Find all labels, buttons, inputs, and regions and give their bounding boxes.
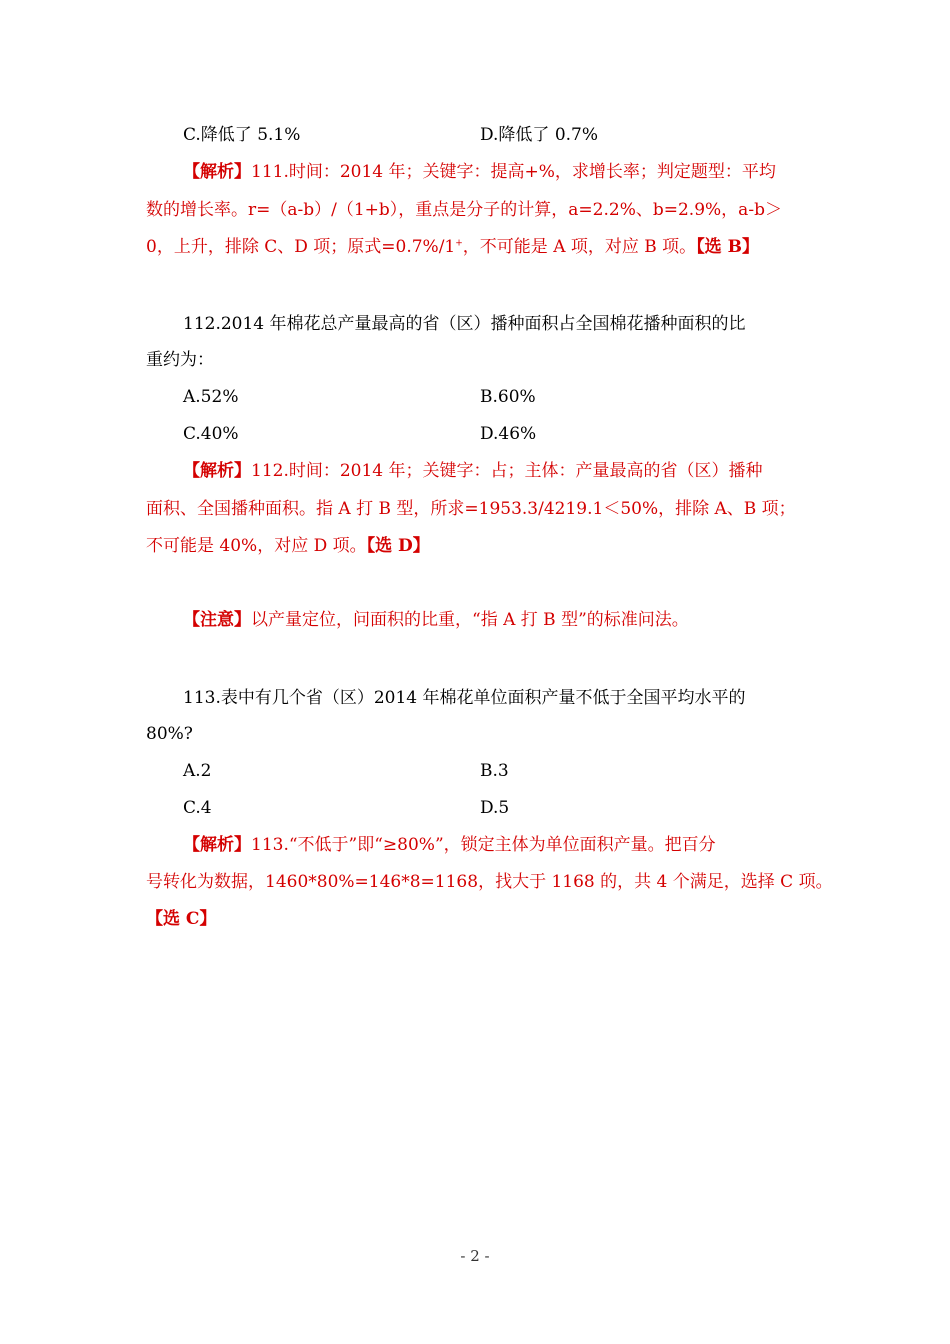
answer-tag: 【选 C】 [146, 909, 217, 929]
analysis-text: ，不可能是 A 项，对应 B 项。 [462, 237, 697, 257]
analysis-113-line1 [183, 830, 716, 860]
analysis-111-line2: 数的增长率。r=（a-b）/（1+b），重点是分子的计算，a=2.2%、b=2.9%，a-b＞ [146, 200, 782, 220]
question-113-line1: 113.表中有几个省（区）2014 年棉花单位面积产量不低于全国平均水平的 [183, 688, 746, 708]
analysis-113-line2: 号转化为数据，1460*80%=146*8=1168，找大于 1168 的，共 4 个满足，选择 C 项。 [146, 872, 833, 892]
note-tag: 【注意】 [183, 610, 251, 630]
analysis-tag: 【解析】 [183, 162, 251, 182]
analysis-text: 不可能是 40%，对应 D 项。 [146, 536, 367, 556]
analysis-113-line3 [146, 904, 216, 934]
option-a: A.2 [183, 761, 212, 781]
option-a: A.52% [183, 387, 239, 407]
analysis-text: 0，上升，排除 C、D 项；原式=0.7%/1 [146, 237, 456, 257]
question-112-line2: 重约为： [146, 350, 214, 370]
page-number: - 2 - [460, 1247, 490, 1265]
option-c: C.4 [183, 798, 212, 818]
option-b: B.60% [480, 387, 536, 407]
option-c: C.40% [183, 424, 239, 444]
superscript: + [455, 238, 463, 249]
analysis-text: 113.“不低于”即“≥80%”，锁定主体为单位面积产量。把百分 [251, 835, 716, 855]
option-c: C.降低了 5.1% [183, 125, 301, 145]
analysis-text: 112.时间：2014 年；关键字：占；主体：产量最高的省（区）播种 [251, 461, 763, 481]
analysis-111-line3 [146, 232, 759, 262]
analysis-text: 111.时间：2014 年；关键字：提高+%，求增长率；判定题型：平均 [251, 162, 776, 182]
question-112-line1: 112.2014 年棉花总产量最高的省（区）播种面积占全国棉花播种面积的比 [183, 314, 746, 334]
option-d: D.46% [480, 424, 537, 444]
analysis-tag: 【解析】 [183, 461, 251, 481]
option-d: D.5 [480, 798, 510, 818]
analysis-112-line2: 面积、全国播种面积。指 A 打 B 型，所求=1953.3/4219.1＜50%，排除 A、B 项； [146, 499, 796, 519]
analysis-112-line3 [146, 531, 430, 561]
question-113-line2: 80%? [146, 724, 193, 744]
analysis-111-line1 [183, 157, 776, 187]
answer-tag: 【选 B】 [696, 237, 759, 257]
option-d: D.降低了 0.7% [480, 125, 599, 145]
answer-tag: 【选 D】 [366, 536, 430, 556]
analysis-tag: 【解析】 [183, 835, 251, 855]
note-112 [183, 605, 689, 635]
option-b: B.3 [480, 761, 509, 781]
analysis-112-line1 [183, 456, 763, 486]
note-text: 以产量定位，问面积的比重，“指 A 打 B 型”的标准问法。 [251, 610, 689, 630]
